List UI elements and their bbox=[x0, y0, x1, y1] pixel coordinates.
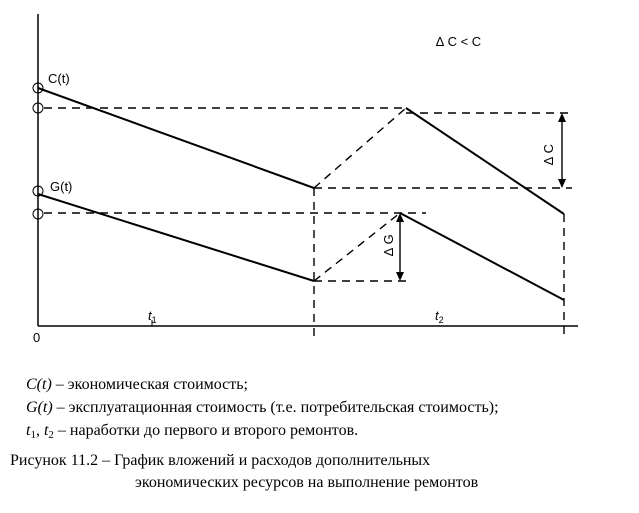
g-curve-segment-1 bbox=[38, 194, 314, 281]
delta-g-arrow bbox=[396, 213, 404, 281]
figure-caption-line2: экономических ресурсов на выполнение ремонтов bbox=[135, 474, 479, 491]
condition-label: ∆ C < C bbox=[436, 34, 482, 49]
g-curve-label: G(t) bbox=[50, 179, 73, 194]
t1-label: $t_1$ bbox=[148, 308, 157, 325]
legend-g-text: – эксплуатационная стоимость (т.е. потребительская стоимость); bbox=[52, 399, 499, 416]
delta-g-label: ∆ G bbox=[381, 234, 396, 256]
g-curve-segment-2 bbox=[400, 213, 564, 300]
c-curve-segment-1 bbox=[38, 88, 314, 188]
delta-c-arrow bbox=[558, 113, 566, 188]
c-curve-label: C(t) bbox=[48, 71, 70, 86]
legend-g bbox=[26, 397, 499, 419]
legend-c-text: – экономическая стоимость; bbox=[51, 376, 248, 393]
t2-label: $t_2$ bbox=[435, 308, 444, 325]
legend-g-symbol: G(t) bbox=[26, 399, 53, 416]
figure-caption-line1: Рисунок 11.2 – График вложений и расходов дополнительных bbox=[10, 452, 431, 469]
c-restore-dash bbox=[314, 108, 406, 188]
legend-c bbox=[26, 374, 248, 396]
origin-label: 0 bbox=[33, 330, 41, 345]
delta-c-label: ∆ C bbox=[541, 144, 556, 165]
legend-c-symbol: C(t) bbox=[26, 376, 52, 393]
legend-t-text: – наработки до первого и второго ремонтов. bbox=[53, 422, 359, 439]
legend-t: $t_1$, $t_2$ – наработки до первого и второго ремонтов. bbox=[26, 422, 359, 441]
